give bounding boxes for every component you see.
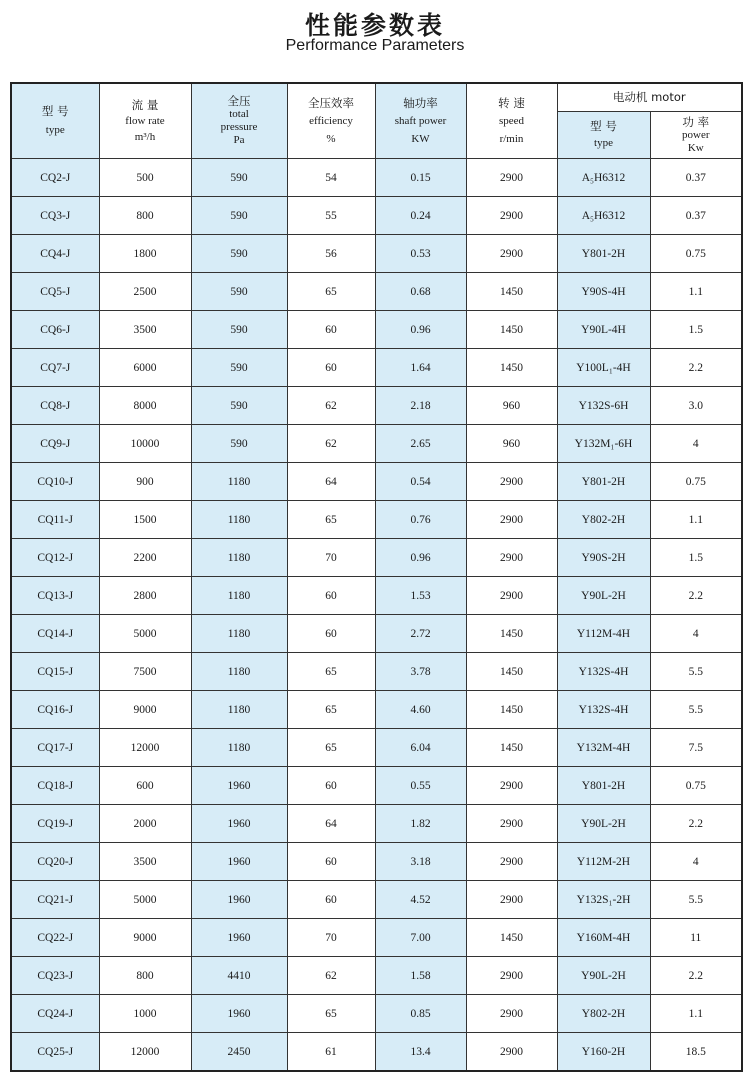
cell-efficiency: 65 [287,273,375,311]
cell-shaft-power: 2.18 [375,387,466,425]
cell-flow: 5000 [99,881,191,919]
table-row [11,615,742,653]
cell-model: CQ6-J [11,311,99,349]
cell-efficiency: 65 [287,995,375,1033]
cell-efficiency: 64 [287,463,375,501]
cell-motor-type: Y112M-4H [557,615,650,653]
cell-model: CQ18-J [11,767,99,805]
cell-speed: 1450 [466,273,557,311]
cell-flow: 1500 [99,501,191,539]
cell-motor-power: 2.2 [650,957,742,995]
cell-speed: 1450 [466,691,557,729]
table-row [11,197,742,235]
cell-flow: 8000 [99,387,191,425]
header-pressure: 全压 total pressure Pa [191,83,287,159]
cell-efficiency: 62 [287,957,375,995]
table-row [11,501,742,539]
cell-flow: 2500 [99,273,191,311]
cell-speed: 2900 [466,197,557,235]
cell-shaft-power: 1.53 [375,577,466,615]
header-motor: 电动机 motor [557,83,742,112]
table-row [11,273,742,311]
cell-motor-power: 0.75 [650,767,742,805]
cell-model: CQ16-J [11,691,99,729]
cell-motor-power: 5.5 [650,653,742,691]
cell-motor-type: Y132S₁-2H [557,881,650,919]
cell-flow: 800 [99,197,191,235]
cell-motor-type: Y100L₁-4H [557,349,650,387]
table-body [11,159,742,1072]
cell-efficiency: 60 [287,349,375,387]
cell-speed: 1450 [466,349,557,387]
cell-pressure: 2450 [191,1033,287,1072]
cell-efficiency: 64 [287,805,375,843]
table-row [11,919,742,957]
cell-motor-power: 1.1 [650,273,742,311]
table-row [11,995,742,1033]
cell-efficiency: 55 [287,197,375,235]
cell-motor-type: Y132M₁-6H [557,425,650,463]
cell-motor-type: Y801-2H [557,463,650,501]
cell-motor-type: Y160-2H [557,1033,650,1072]
cell-speed: 2900 [466,767,557,805]
cell-model: CQ8-J [11,387,99,425]
cell-model: CQ24-J [11,995,99,1033]
cell-flow: 7500 [99,653,191,691]
cell-pressure: 590 [191,159,287,197]
cell-efficiency: 60 [287,311,375,349]
table-row [11,653,742,691]
cell-flow: 1000 [99,995,191,1033]
header-type: 型 号 type [11,83,99,159]
cell-speed: 2900 [466,1033,557,1072]
cell-motor-type: Y802-2H [557,995,650,1033]
cell-shaft-power: 3.18 [375,843,466,881]
cell-pressure: 1960 [191,805,287,843]
cell-motor-power: 18.5 [650,1033,742,1072]
cell-speed: 960 [466,387,557,425]
cell-shaft-power: 0.54 [375,463,466,501]
cell-flow: 12000 [99,729,191,767]
cell-flow: 2800 [99,577,191,615]
cell-motor-type: Y90S-4H [557,273,650,311]
cell-flow: 5000 [99,615,191,653]
cell-motor-power: 7.5 [650,729,742,767]
cell-pressure: 1180 [191,539,287,577]
table-row [11,767,742,805]
cell-motor-type: Y801-2H [557,235,650,273]
cell-efficiency: 70 [287,919,375,957]
cell-motor-type: Y801-2H [557,767,650,805]
header-shaft-power: 轴功率 shaft power KW [375,83,466,159]
cell-flow: 600 [99,767,191,805]
cell-motor-power: 1.1 [650,995,742,1033]
cell-speed: 960 [466,425,557,463]
cell-motor-type: Y112M-2H [557,843,650,881]
cell-efficiency: 56 [287,235,375,273]
page-title-en: Performance Parameters [285,37,465,54]
cell-shaft-power: 0.55 [375,767,466,805]
cell-shaft-power: 4.60 [375,691,466,729]
cell-motor-power: 2.2 [650,577,742,615]
cell-pressure: 1960 [191,995,287,1033]
cell-motor-type: Y160M-4H [557,919,650,957]
cell-efficiency: 60 [287,881,375,919]
cell-pressure: 1960 [191,843,287,881]
cell-pressure: 1960 [191,881,287,919]
cell-motor-type: Y132M-4H [557,729,650,767]
cell-speed: 1450 [466,653,557,691]
cell-efficiency: 65 [287,653,375,691]
cell-pressure: 590 [191,349,287,387]
cell-shaft-power: 7.00 [375,919,466,957]
cell-flow: 1800 [99,235,191,273]
cell-model: CQ14-J [11,615,99,653]
cell-flow: 2000 [99,805,191,843]
cell-motor-power: 1.1 [650,501,742,539]
cell-model: CQ13-J [11,577,99,615]
cell-motor-power: 0.75 [650,235,742,273]
cell-motor-power: 11 [650,919,742,957]
cell-flow: 6000 [99,349,191,387]
cell-model: CQ3-J [11,197,99,235]
table-row [11,1033,742,1072]
cell-shaft-power: 0.85 [375,995,466,1033]
cell-efficiency: 70 [287,539,375,577]
cell-efficiency: 60 [287,767,375,805]
cell-efficiency: 60 [287,615,375,653]
cell-motor-power: 4 [650,843,742,881]
table-row [11,805,742,843]
cell-speed: 1450 [466,311,557,349]
cell-speed: 2900 [466,463,557,501]
cell-shaft-power: 1.82 [375,805,466,843]
cell-model: CQ9-J [11,425,99,463]
header-motor-power: 功 率 power Kw [650,112,742,159]
cell-motor-type: A₅H6312 [557,159,650,197]
cell-model: CQ5-J [11,273,99,311]
cell-model: CQ23-J [11,957,99,995]
cell-motor-power: 4 [650,425,742,463]
cell-motor-power: 0.37 [650,197,742,235]
table-row [11,843,742,881]
cell-speed: 1450 [466,919,557,957]
cell-model: CQ20-J [11,843,99,881]
cell-motor-type: Y90L-4H [557,311,650,349]
cell-model: CQ22-J [11,919,99,957]
cell-motor-type: Y90L-2H [557,957,650,995]
cell-model: CQ19-J [11,805,99,843]
cell-motor-type: Y90S-2H [557,539,650,577]
cell-model: CQ15-J [11,653,99,691]
cell-model: CQ17-J [11,729,99,767]
table-row [11,577,742,615]
cell-shaft-power: 0.15 [375,159,466,197]
cell-model: CQ2-J [11,159,99,197]
cell-motor-power: 2.2 [650,349,742,387]
cell-shaft-power: 0.96 [375,311,466,349]
cell-efficiency: 65 [287,691,375,729]
cell-pressure: 590 [191,235,287,273]
cell-motor-power: 5.5 [650,881,742,919]
cell-model: CQ10-J [11,463,99,501]
cell-flow: 800 [99,957,191,995]
header-speed: 转 速 speed r/min [466,83,557,159]
cell-motor-type: Y90L-2H [557,577,650,615]
table-row [11,957,742,995]
cell-pressure: 1180 [191,577,287,615]
cell-shaft-power: 0.68 [375,273,466,311]
table-row [11,235,742,273]
cell-pressure: 1180 [191,615,287,653]
cell-model: CQ11-J [11,501,99,539]
cell-model: CQ21-J [11,881,99,919]
cell-motor-type: Y132S-4H [557,691,650,729]
cell-speed: 2900 [466,235,557,273]
cell-motor-type: Y132S-4H [557,653,650,691]
cell-shaft-power: 1.58 [375,957,466,995]
table-row [11,729,742,767]
cell-model: CQ25-J [11,1033,99,1072]
cell-shaft-power: 2.72 [375,615,466,653]
cell-speed: 1450 [466,729,557,767]
cell-motor-type: Y802-2H [557,501,650,539]
cell-flow: 2200 [99,539,191,577]
cell-pressure: 1180 [191,463,287,501]
cell-pressure: 1960 [191,919,287,957]
cell-speed: 2900 [466,881,557,919]
cell-flow: 9000 [99,691,191,729]
cell-pressure: 1180 [191,691,287,729]
cell-shaft-power: 0.53 [375,235,466,273]
cell-shaft-power: 2.65 [375,425,466,463]
cell-speed: 2900 [466,843,557,881]
cell-efficiency: 65 [287,501,375,539]
cell-pressure: 1960 [191,767,287,805]
cell-pressure: 590 [191,311,287,349]
table-row [11,425,742,463]
cell-efficiency: 61 [287,1033,375,1072]
cell-motor-power: 0.37 [650,159,742,197]
cell-pressure: 590 [191,387,287,425]
cell-flow: 12000 [99,1033,191,1072]
table-row [11,159,742,197]
table-row [11,691,742,729]
cell-efficiency: 62 [287,387,375,425]
cell-motor-power: 1.5 [650,311,742,349]
table-row [11,881,742,919]
cell-motor-type: Y90L-2H [557,805,650,843]
cell-efficiency: 62 [287,425,375,463]
cell-motor-power: 3.0 [650,387,742,425]
cell-shaft-power: 4.52 [375,881,466,919]
cell-pressure: 590 [191,197,287,235]
cell-model: CQ7-J [11,349,99,387]
cell-shaft-power: 0.76 [375,501,466,539]
performance-table [10,82,743,1072]
cell-shaft-power: 13.4 [375,1033,466,1072]
cell-efficiency: 54 [287,159,375,197]
cell-motor-power: 0.75 [650,463,742,501]
cell-flow: 500 [99,159,191,197]
table-row [11,463,742,501]
cell-speed: 2900 [466,805,557,843]
header-motor-type: 型 号 type [557,112,650,159]
cell-motor-type: Y132S-6H [557,387,650,425]
cell-model: CQ4-J [11,235,99,273]
page-title-cn: 性能参数表 [304,11,445,40]
cell-speed: 2900 [466,539,557,577]
cell-flow: 900 [99,463,191,501]
cell-pressure: 1180 [191,729,287,767]
cell-motor-power: 4 [650,615,742,653]
cell-motor-power: 1.5 [650,539,742,577]
cell-speed: 1450 [466,615,557,653]
cell-shaft-power: 1.64 [375,349,466,387]
table-row [11,387,742,425]
table-row [11,311,742,349]
cell-speed: 2900 [466,957,557,995]
cell-flow: 10000 [99,425,191,463]
header-flow: 流 量 flow rate m³/h [99,83,191,159]
cell-model: CQ12-J [11,539,99,577]
cell-speed: 2900 [466,501,557,539]
cell-pressure: 1180 [191,501,287,539]
cell-motor-type: A₅H6312 [557,197,650,235]
cell-flow: 9000 [99,919,191,957]
cell-motor-power: 5.5 [650,691,742,729]
cell-motor-power: 2.2 [650,805,742,843]
cell-efficiency: 60 [287,843,375,881]
table-row [11,539,742,577]
cell-pressure: 590 [191,273,287,311]
cell-efficiency: 60 [287,577,375,615]
cell-pressure: 1180 [191,653,287,691]
cell-flow: 3500 [99,311,191,349]
cell-speed: 2900 [466,577,557,615]
header-efficiency: 全压效率 efficiency % [287,83,375,159]
cell-shaft-power: 3.78 [375,653,466,691]
cell-speed: 2900 [466,159,557,197]
cell-pressure: 4410 [191,957,287,995]
cell-shaft-power: 0.24 [375,197,466,235]
cell-shaft-power: 6.04 [375,729,466,767]
cell-shaft-power: 0.96 [375,539,466,577]
cell-flow: 3500 [99,843,191,881]
cell-pressure: 590 [191,425,287,463]
cell-speed: 2900 [466,995,557,1033]
cell-efficiency: 65 [287,729,375,767]
table-row [11,349,742,387]
